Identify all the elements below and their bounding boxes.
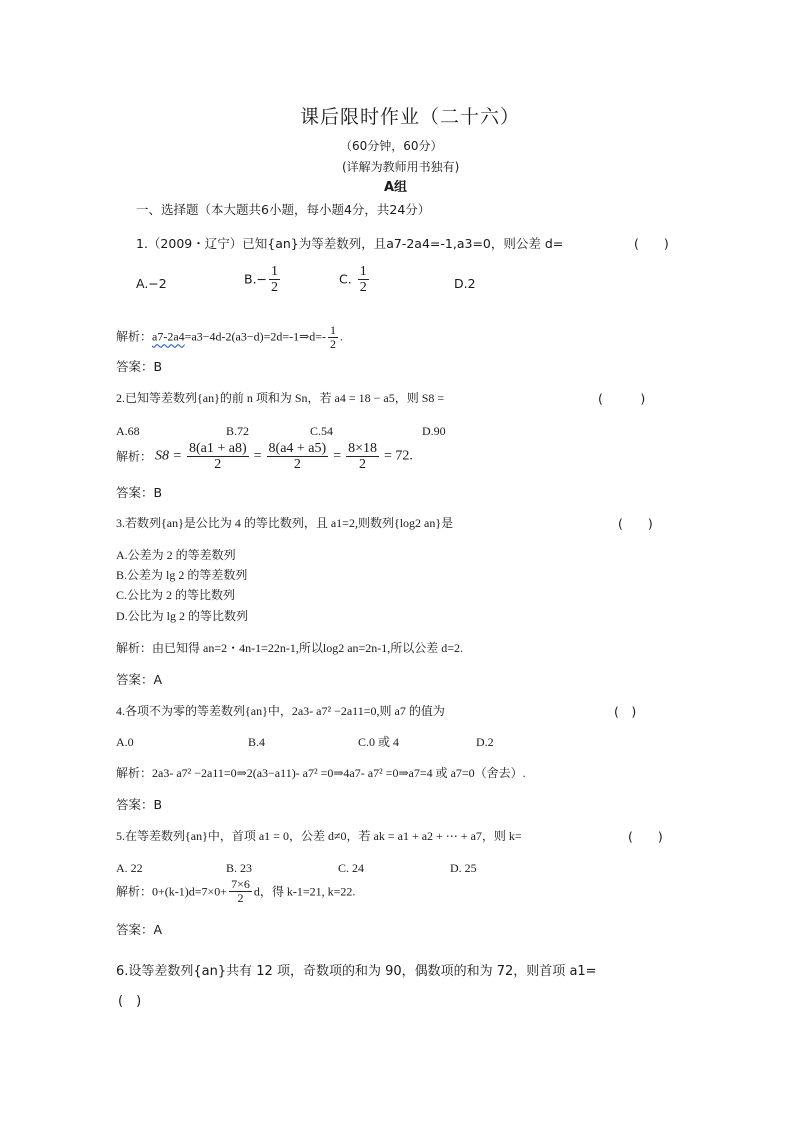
q5-analysis-post: d，得 k-1=21, k=22. — [253, 884, 356, 899]
q5-option-d: D. 25 — [450, 861, 477, 875]
q3-option-b: B.公差为 lg 2 的等差数列 — [116, 568, 248, 582]
q6-paren: ( ) — [118, 994, 142, 1009]
fraction-denominator: 2 — [359, 280, 367, 296]
q4-paren: ( ) — [614, 704, 637, 719]
fraction-denominator: 2 — [293, 457, 301, 473]
q1-analysis-underlined: a7-2a4 — [152, 329, 185, 344]
q6-stem: 6.设等差数列{an}共有 12 项，奇数项的和为 90，偶数项的和为 72，则首项 a1= — [116, 964, 597, 979]
q4-answer: 答案：B — [116, 797, 163, 812]
q1-stem: 1.（2009・辽宁）已知{an}为等差数列，且a7-2a4=-1,a3=0，则公差 d= — [136, 236, 564, 251]
q5-stem: 5.在等差数列{an}中，首项 a1 = 0，公差 d≠0，若 ak = a1 + a2 + ⋯ + a7，则 k= — [116, 829, 522, 843]
q2-paren: ( ) — [598, 391, 646, 406]
teacher-note: (详解为教师用书独有) — [342, 160, 460, 174]
q3-paren: ( ) — [618, 516, 653, 531]
fraction-numerator: 7×6 — [231, 877, 250, 891]
q1-analysis-text: =a3−4d-2(a3−d)=2d=-1⇒d=- — [184, 329, 326, 344]
q4-analysis: 解析：2a3- a7² −2a11=0⇒2(a3−a11)- a7² =0⇒4a7- a7² =0⇒a7=4 或 a7=0（舍去）. — [116, 766, 526, 780]
q3-analysis: 解析：由已知得 an=2・4n-1=22n-1,所以log2 an=2n-1,所以公差 d=2. — [116, 641, 464, 655]
q2-s8: S8 = — [155, 448, 182, 464]
q1-analysis: 解析：a7-2a4=a3−4d-2(a3−d)=2d=-1⇒d=- $\frac{1}{2}$ . — [116, 323, 343, 352]
q1-option-c — [339, 264, 371, 296]
fraction-denominator: 2 — [329, 337, 336, 352]
q1-option-a: A.−2 — [136, 276, 167, 291]
q2-analysis: 解析： S8 = $\frac{8(a1 + a8)}{2}$ = $\frac{8(a4 + a5)}{2}$ = $\frac{8\times 18}{2}$ = 72. — [116, 441, 413, 473]
q2-option-c: C.54 — [310, 424, 334, 438]
fraction-numerator: 8(a4 + a5) — [268, 441, 327, 456]
section-heading: 一、选择题（本大题共6小题，每小题4分，共24分） — [136, 202, 431, 217]
fraction-numerator: 8×18 — [348, 441, 377, 456]
q2-option-a: A.68 — [116, 424, 140, 438]
q2-fraction-3 — [346, 441, 379, 473]
q3-option-d: D.公比为 lg 2 的等比数列 — [116, 609, 249, 623]
q3-answer: 答案：A — [116, 672, 163, 687]
q5-option-b: B. 23 — [226, 861, 253, 875]
q2-fraction-1 — [187, 441, 249, 473]
q4-option-a: A.0 — [116, 735, 134, 749]
fraction-numerator: 1 — [271, 264, 279, 279]
time-score: （60分钟，60分） — [340, 139, 443, 153]
q3-option-a: A.公差为 2 的等差数列 — [116, 548, 236, 562]
q3-option-c: C.公比为 2 的等比数列 — [116, 588, 236, 602]
q1-option-d: D.2 — [454, 276, 476, 291]
q4-option-c: C.0 或 4 — [358, 735, 400, 749]
q1-option-c-fraction — [358, 264, 369, 296]
q1-option-b — [244, 264, 282, 296]
fraction-numerator: 8(a1 + a8) — [188, 441, 247, 456]
q3-stem: 3.若数列{an}是公比为 4 的等比数列，且 a1=2,则数列{log2 an}是 — [116, 516, 454, 530]
q2-option-b: B.72 — [226, 424, 250, 438]
q4-option-b: B.4 — [248, 735, 266, 749]
q4-stem: 4.各项不为零的等差数列{an}中，2a3- a7² −2a11=0,则 a7 的值为 — [116, 704, 445, 718]
analysis-label: 解析： — [116, 449, 153, 464]
fraction-numerator: 1 — [359, 264, 367, 279]
q1-option-b-fraction — [269, 264, 280, 296]
page-title: 课后限时作业（二十六） — [300, 106, 521, 128]
q5-analysis-fraction — [229, 878, 252, 905]
q5-option-a: A. 22 — [116, 861, 143, 875]
q5-paren: ( ) — [628, 829, 663, 844]
fraction-denominator: 2 — [271, 280, 279, 296]
q1-analysis-fraction — [328, 324, 338, 351]
fraction-denominator: 2 — [214, 457, 222, 473]
q1-paren: ( ) — [634, 236, 669, 251]
q1-option-c-label: C. — [339, 271, 352, 287]
q2-result: = 72. — [384, 448, 413, 464]
q2-fraction-2 — [267, 441, 329, 473]
q5-option-c: C. 24 — [338, 861, 365, 875]
q1-option-b-label: B.− — [244, 271, 268, 287]
q2-option-d: D.90 — [422, 424, 446, 438]
group-label: A组 — [384, 180, 408, 195]
analysis-label: 解析： — [116, 329, 153, 344]
fraction-denominator: 2 — [237, 891, 244, 906]
fraction-denominator: 2 — [359, 457, 367, 473]
q5-analysis-pre: 解析：0+(k-1)d=7×0+ — [116, 884, 228, 899]
q2-answer: 答案：B — [116, 485, 163, 500]
q1-answer: 答案：B — [116, 359, 163, 374]
q2-stem: 2.已知等差数列{an}的前 n 项和为 Sn，若 a4 = 18 − a5，则 S8 = — [116, 391, 445, 405]
fraction-numerator: 1 — [329, 323, 336, 337]
q4-option-d: D.2 — [476, 735, 494, 749]
q5-answer: 答案：A — [116, 922, 163, 937]
q5-analysis — [116, 878, 355, 905]
